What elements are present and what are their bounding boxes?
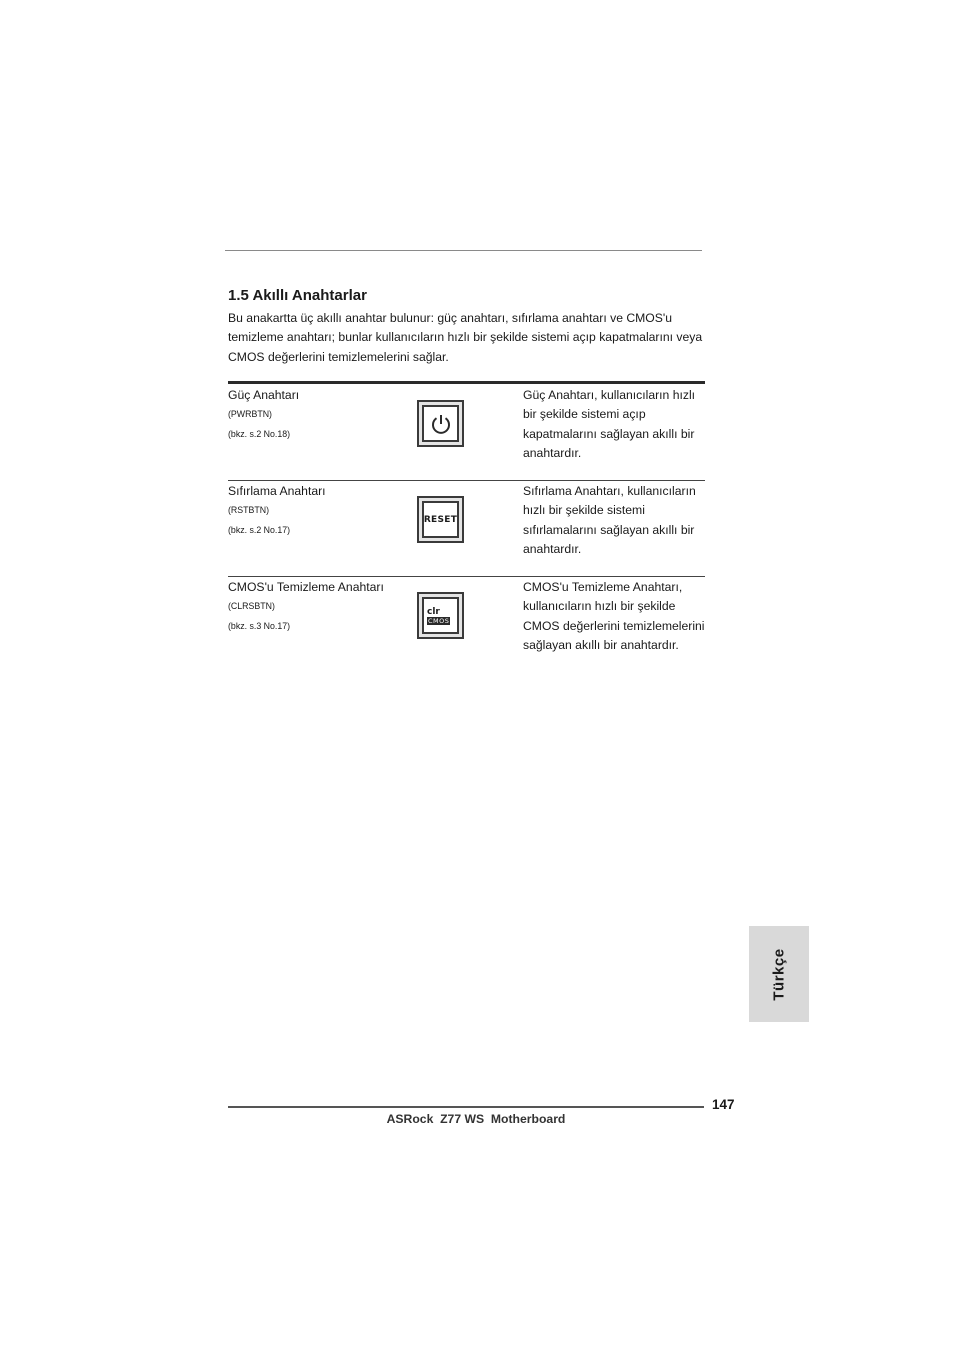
- page-number: 147: [712, 1097, 735, 1112]
- switch-description: Güç Anahtarı, kullanıcıların hızlı bir şekilde sistemi açıp kapatmalarını sağlayan akıllı bir anahtardır.: [523, 388, 696, 460]
- switch-name: CMOS'u Temizleme Anahtarı: [228, 580, 384, 594]
- reset-icon-label: RESET: [423, 514, 458, 525]
- switch-description: CMOS'u Temizleme Anahtarı, kullanıcıların hızlı bir şekilde CMOS değerlerini temizlemelerini sağlayan akıllı bir anahtardır.: [523, 580, 705, 652]
- switch-reference: (bkz. s.2 No.17): [228, 525, 291, 535]
- clear-cmos-icon: [417, 592, 464, 639]
- switch-reference: (bkz. s.3 No.17): [228, 621, 291, 631]
- switch-description: Sıfırlama Anahtarı, kullanıcıların hızlı bir şekilde sistemi sıfırlamalarını sağlayan akıllı bir anahtardır.: [523, 484, 696, 556]
- reset-icon: [417, 496, 464, 543]
- switch-name: Sıfırlama Anahtarı: [228, 484, 326, 498]
- language-side-tab: [749, 926, 809, 1022]
- switch-header: (CLRSBTN): [228, 601, 275, 611]
- section-intro: Bu anakartta üç akıllı anahtar bulunur: güç anahtarı, sıfırlama anahtarı ve CMOS'u temizleme anahtarı; bunlar kullanıcıların hızlı bir şekilde sistemi açıp kapatmalarını veya CMOS değerlerini temizlemelerini sağlar.: [228, 311, 703, 364]
- switch-header: (PWRBTN): [228, 409, 272, 419]
- footer-product-name: ASRock Z77 WS Motherboard: [386, 1112, 566, 1126]
- cmos-icon-bottom-label: CMOS: [428, 616, 450, 625]
- language-label: Türkçe: [770, 947, 788, 1001]
- row-divider: [228, 480, 705, 481]
- switch-reference: (bkz. s.2 No.18): [228, 429, 291, 439]
- row-divider: [228, 576, 705, 577]
- switch-header: (RSTBTN): [228, 505, 270, 515]
- table-top-divider: [228, 381, 705, 384]
- cmos-icon-top-label: clr: [427, 606, 440, 617]
- section-title: 1.5 Akıllı Anahtarlar: [228, 287, 367, 304]
- power-icon: [417, 400, 464, 447]
- switch-name: Güç Anahtarı: [228, 388, 300, 402]
- footer-divider: [228, 1106, 704, 1108]
- top-divider: [225, 250, 702, 251]
